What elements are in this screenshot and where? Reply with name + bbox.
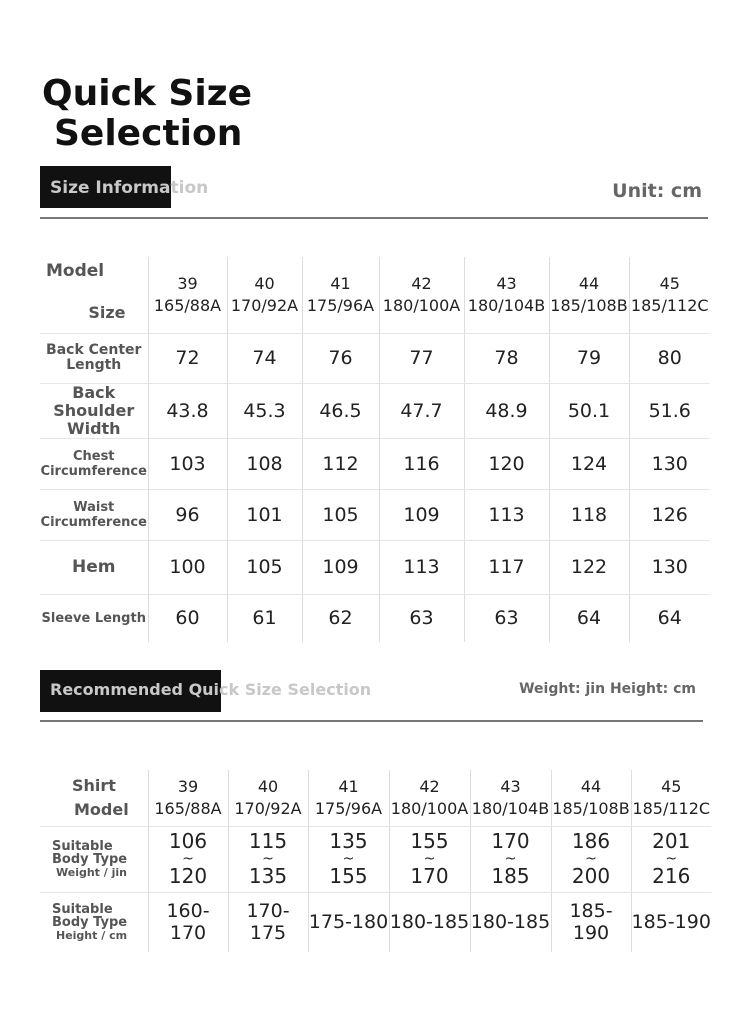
corner-model-label: Model xyxy=(46,260,105,281)
table-cell: 113 xyxy=(379,540,464,594)
weight-cell xyxy=(631,826,711,892)
size-model: 175/96A xyxy=(314,798,383,818)
size-model: 180/104B xyxy=(467,295,546,315)
table-cell: 50.1 xyxy=(549,383,629,438)
table-cell: 43.8 xyxy=(148,383,227,438)
height-cell: 160-170 xyxy=(148,892,228,952)
weight-high: 155 xyxy=(329,864,368,888)
size-number: 41 xyxy=(338,776,359,796)
height-cell: 185-190 xyxy=(631,892,711,952)
size-number: 45 xyxy=(659,273,680,293)
row-label-sub: Weight / jin xyxy=(56,865,127,879)
height-cell: 180-185 xyxy=(470,892,551,952)
weight-low: 106 xyxy=(168,829,208,853)
row-label: Back Shoulder Width xyxy=(40,383,148,438)
size-number: 41 xyxy=(330,273,351,293)
size-model: 185/112C xyxy=(632,798,711,818)
size-number: 44 xyxy=(580,776,602,796)
page-title xyxy=(42,74,342,154)
table-cell: 109 xyxy=(379,489,464,540)
weight-cell xyxy=(551,826,631,892)
table-cell: 108 xyxy=(227,438,302,489)
row-label-sub: Height / cm xyxy=(56,928,128,942)
table-cell: 74 xyxy=(227,333,302,383)
size-number: 42 xyxy=(411,273,432,293)
size-header-row xyxy=(40,770,711,826)
size-col-header xyxy=(227,257,302,333)
weight-low: 135 xyxy=(329,829,368,853)
table-cell: 130 xyxy=(629,438,710,489)
weight-cell xyxy=(389,826,470,892)
tilde: ~ xyxy=(585,851,597,867)
corner-shirt-label: Shirt xyxy=(72,775,116,795)
size-model: 180/100A xyxy=(390,798,469,818)
table-row xyxy=(40,438,710,489)
recommend-table xyxy=(40,770,711,952)
table-cell: 45.3 xyxy=(227,383,302,438)
height-cell: 180-185 xyxy=(389,892,470,952)
table-row xyxy=(40,383,710,438)
page-title-line2: Selection xyxy=(54,113,243,154)
size-model: 185/108B xyxy=(552,798,630,818)
table-cell: 46.5 xyxy=(302,383,379,438)
table-cell: 100 xyxy=(148,540,227,594)
size-info-header xyxy=(40,166,240,208)
table-cell: 109 xyxy=(302,540,379,594)
weight-cell xyxy=(148,826,228,892)
table-cell: 64 xyxy=(629,594,710,642)
size-col-header xyxy=(551,770,631,826)
tilde: ~ xyxy=(665,851,678,867)
tilde: ~ xyxy=(182,851,194,867)
table-cell: 60 xyxy=(148,594,227,642)
table-cell: 63 xyxy=(464,594,549,642)
table-row xyxy=(40,333,710,383)
table-cell: 116 xyxy=(379,438,464,489)
table-cell: 130 xyxy=(629,540,710,594)
tilde: ~ xyxy=(504,851,517,867)
weight-low: 201 xyxy=(652,829,691,853)
size-model: 165/88A xyxy=(153,295,222,315)
table-cell: 76 xyxy=(302,333,379,383)
row-label: Back Center Length xyxy=(40,333,148,383)
size-col-header xyxy=(629,257,710,333)
table-cell: 48.9 xyxy=(464,383,549,438)
size-number: 39 xyxy=(177,273,198,293)
table-cell: 47.7 xyxy=(379,383,464,438)
size-model: 180/104B xyxy=(471,798,550,818)
row-label-main: Suitable Body Type xyxy=(52,901,128,930)
size-number: 40 xyxy=(257,776,279,796)
corner-cell xyxy=(40,770,148,826)
table-row xyxy=(40,594,710,642)
table-cell: 124 xyxy=(549,438,629,489)
weight-high: 135 xyxy=(248,864,288,888)
weight-low: 155 xyxy=(410,829,449,853)
table-cell: 96 xyxy=(148,489,227,540)
weight-low: 170 xyxy=(491,829,530,853)
table-row xyxy=(40,489,710,540)
table-cell: 105 xyxy=(227,540,302,594)
tilde: ~ xyxy=(423,851,436,867)
size-number: 44 xyxy=(578,273,600,293)
table-cell: 77 xyxy=(379,333,464,383)
size-info-unit: Unit: cm xyxy=(612,180,702,202)
size-col-header xyxy=(308,770,389,826)
weight-cell xyxy=(470,826,551,892)
weight-cell xyxy=(308,826,389,892)
size-header-row xyxy=(40,257,710,333)
size-model: 185/112C xyxy=(630,295,709,315)
table-cell: 79 xyxy=(549,333,629,383)
height-cell: 175-180 xyxy=(308,892,389,952)
size-number: 42 xyxy=(419,776,440,796)
row-label: Hem xyxy=(40,540,148,594)
size-model: 170/92A xyxy=(230,295,299,315)
table-cell: 126 xyxy=(629,489,710,540)
weight-row xyxy=(40,826,711,892)
size-model: 165/88A xyxy=(154,798,222,818)
corner-size-label: Size xyxy=(88,302,126,322)
table-cell: 113 xyxy=(464,489,549,540)
weight-high: 216 xyxy=(652,864,691,888)
size-info-header-text: Size Information xyxy=(50,178,209,198)
corner-model-label: Model xyxy=(74,799,129,819)
row-label-main: Suitable Body Type xyxy=(52,838,128,867)
size-model: 170/92A xyxy=(234,798,302,818)
table-row xyxy=(40,540,710,594)
weight-high: 200 xyxy=(571,864,611,888)
size-number: 40 xyxy=(254,273,275,293)
divider xyxy=(40,217,708,219)
row-label: Sleeve Length xyxy=(41,610,146,626)
size-info-table xyxy=(40,257,710,642)
weight-cell xyxy=(228,826,308,892)
size-col-header xyxy=(379,257,464,333)
row-label: Chest Circumference xyxy=(40,438,148,489)
weight-low: 186 xyxy=(571,829,611,853)
size-model: 185/108B xyxy=(550,295,628,315)
weight-high: 170 xyxy=(410,864,449,888)
tilde: ~ xyxy=(262,851,274,867)
weight-low: 115 xyxy=(248,829,288,853)
size-col-header xyxy=(464,257,549,333)
height-cell: 170-175 xyxy=(228,892,308,952)
table-cell: 120 xyxy=(464,438,549,489)
size-number: 43 xyxy=(496,273,517,293)
size-col-header xyxy=(549,257,629,333)
recommend-header xyxy=(40,670,372,712)
table-cell: 118 xyxy=(549,489,629,540)
table-cell: 72 xyxy=(148,333,227,383)
size-model: 175/96A xyxy=(306,295,375,315)
size-number: 39 xyxy=(177,776,199,796)
table-cell: 117 xyxy=(464,540,549,594)
table-cell: 78 xyxy=(464,333,549,383)
row-label: Waist Circumference xyxy=(40,489,148,540)
size-col-header xyxy=(228,770,308,826)
size-col-header xyxy=(470,770,551,826)
size-col-header xyxy=(148,770,228,826)
size-model: 180/100A xyxy=(382,295,461,315)
recommend-unit: Weight: jin Height: cm xyxy=(519,681,696,697)
size-number: 43 xyxy=(500,776,521,796)
table-cell: 122 xyxy=(549,540,629,594)
size-col-header xyxy=(389,770,470,826)
size-col-header xyxy=(148,257,227,333)
corner-cell xyxy=(40,257,148,333)
height-row xyxy=(40,892,711,952)
table-cell: 63 xyxy=(379,594,464,642)
table-cell: 105 xyxy=(302,489,379,540)
weight-high: 185 xyxy=(491,864,530,888)
table-cell: 103 xyxy=(148,438,227,489)
table-cell: 112 xyxy=(302,438,379,489)
size-col-header xyxy=(631,770,711,826)
size-number: 45 xyxy=(661,776,682,796)
height-cell: 185-190 xyxy=(551,892,631,952)
size-col-header xyxy=(302,257,379,333)
row-label xyxy=(40,826,148,892)
divider xyxy=(40,720,703,722)
table-cell: 51.6 xyxy=(629,383,710,438)
row-label xyxy=(40,892,148,952)
tilde: ~ xyxy=(342,851,355,867)
table-cell: 61 xyxy=(227,594,302,642)
recommend-header-text: Recommended Quick Size Selection xyxy=(50,680,372,699)
table-cell: 64 xyxy=(549,594,629,642)
table-cell: 80 xyxy=(629,333,710,383)
table-cell: 101 xyxy=(227,489,302,540)
weight-high: 120 xyxy=(168,864,208,888)
table-cell: 62 xyxy=(302,594,379,642)
page-title-line1: Quick Size xyxy=(42,73,253,114)
